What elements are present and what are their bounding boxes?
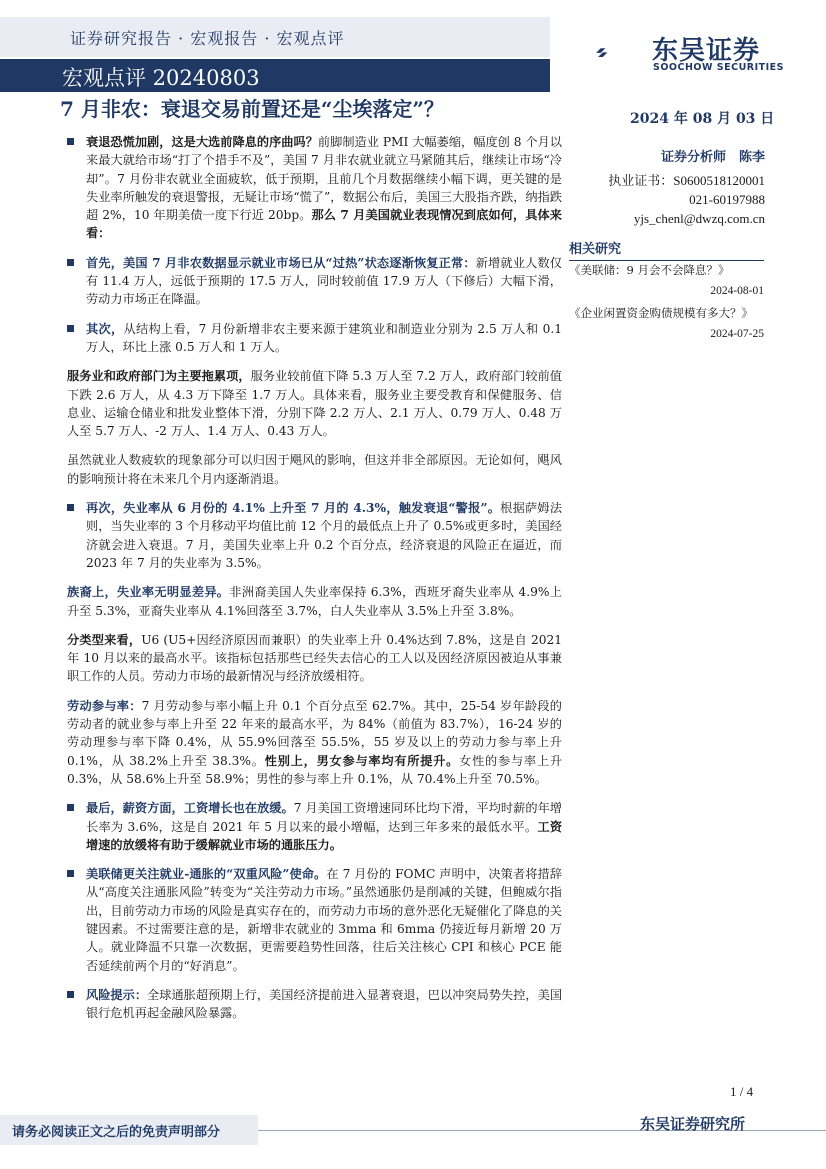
- report-tag: 宏观点评 20240803: [62, 66, 260, 90]
- related-item-title[interactable]: 《美联储：9 月会不会降息？》: [569, 263, 730, 277]
- paragraph-first: [67, 254, 562, 309]
- gender-heading: 性别上，男女参与率均有所提升。: [264, 753, 460, 768]
- first-text: 新增就业人数仅有 11.4 万人，远低于预期的 17.5 万人，同时较前值 17.9 万人（下修后）大幅下滑，劳动力市场正在降温。: [86, 255, 562, 307]
- report-date: 2024 年 08 月 03 日: [630, 111, 775, 127]
- wages-heading: 最后，薪资方面，工资增长也在放缓。: [86, 801, 294, 816]
- paragraph-second: [67, 320, 562, 357]
- bullet-icon: [67, 325, 74, 332]
- institute-name: 东吴证券研究所: [640, 1115, 746, 1133]
- analyst-phone: 021-60197988: [689, 192, 765, 207]
- paragraph-u6: [67, 631, 562, 686]
- u6-heading: 分类型来看，: [67, 632, 142, 647]
- bullet-icon: [67, 991, 74, 998]
- intro-text: 前脚制造业 PMI 大幅萎缩，幅度创 8 个月以来最大就给市场“打了个措手不及”，美国 7 月非农就业就立马紧随其后，继续让市场“冷却”。7 月份非农就业全面疲软，低于预期，且前几个月数据继续小幅下调，更关键的是失业率所触发的衰退警报，无疑让市场“慌了”，数据公布后，美国三大股指齐跌，纳指跌超 2%，10 年期美债一度下行近 20bp。: [86, 135, 562, 223]
- first-heading: 首先，美国 7 月非农数据显示就业市场已从“过热”状态逐渐恢复正常：: [86, 255, 476, 270]
- bullet-icon: [67, 138, 74, 145]
- fed-text: 在 7 月份的 FOMC 声明中，决策者将措辞从“高度关注通胀风险”转变为“关注劳动力市场。”虽然通胀仍是削减的关键，但鲍威尔指出，目前劳动力市场的风险是真实存在的，而劳动力市场的意外恶化无疑催化了降息的关键因素。不过需要注意的是，新增非农就业的 3mma 和 6mma 仍接近每月新增 20 万人。就业降温不只靠一次数据，更需要趋势性回落，往后关注核心 CPI 和核心 PCE 能否延续前两个月的“好消息”。: [86, 867, 562, 973]
- paragraph-services: [67, 367, 562, 440]
- risk-heading: 风险提示：: [86, 987, 148, 1002]
- related-item-date: 2024-07-25: [710, 328, 764, 340]
- page-number: 1 / 4: [730, 1084, 754, 1099]
- soochow-logo-icon: [595, 30, 647, 75]
- disclaimer-text: 请务必阅读正文之后的免责声明部分: [12, 1125, 221, 1140]
- services-text: 服务业较前值下降 5.3 万人至 7.2 万人，政府部门较前值下跌 2.6 万人，从 4.3 万下降至 1.7 万人。具体来看，服务业主要受教育和保健服务、信息业、运输仓储业和批发业整体下滑，分别下降 2.2 万人、2.1 万人、0.79 万人、0.48 万人至 5.7 万人、-2 万人、1.4 万人、0.43 万人。: [67, 369, 562, 439]
- bullet-icon: [67, 504, 74, 511]
- services-heading: 服务业和政府部门为主要拖累项，: [67, 369, 251, 384]
- report-title: 7 月非农：衰退交易前置还是“尘埃落定”？: [60, 97, 444, 121]
- bullet-icon: [67, 804, 74, 811]
- paragraph-ethnicity: [67, 583, 562, 620]
- wages-text: 7 月美国工资增速同环比均下滑，平均时薪的年增长率为 3.6%，这是自 2021 年 5 月以来的最小增幅，达到三年多来的最低水平。: [86, 801, 562, 834]
- paragraph-participation: [67, 697, 562, 788]
- paragraph-hurricane: 虽然就业人数疲软的现象部分可以归因于飓风的影响，但这并非全部原因。无论如何，飓风的影响预计将在未来几个月内逐渐消退。: [67, 453, 562, 486]
- analyst-name: 证券分析师 陈李: [660, 150, 765, 165]
- second-text: 从结构上看，7 月份新增非农主要来源于建筑业和制造业分别为 2.5 万人和 0.1 万人，环比上涨 0.5 万人和 1 万人。: [86, 321, 563, 354]
- paragraph-intro: [67, 133, 562, 243]
- gender-text: 女性的参与率上升 0.3%，从 58.6%上升至 58.9%；男性的参与率上升 0.1%，从 70.4%上升至 70.5%。: [67, 753, 563, 786]
- wages-tail: 工资增速的放缓将有助于缓解就业市场的通胀压力。: [86, 819, 563, 852]
- ethnicity-text: 非洲裔美国人失业率保持 6.3%，西班牙裔失业率从 4.9%上升至 5.3%，亚裔失业率从 4.1%回落至 3.7%，白人失业率从 3.5%上升至 3.8%。: [67, 585, 562, 618]
- fed-heading: 美联储更关注就业-通胀的“双重风险”使命。: [86, 867, 327, 882]
- related-item-date: 2024-08-01: [710, 285, 764, 297]
- ethnicity-heading: 族裔上，失业率无明显差异。: [67, 585, 230, 600]
- unemployment-heading: 再次，失业率从 6 月份的 4.1% 上升至 7 月的 4.3%，触发衰退“警报”。: [86, 501, 501, 516]
- footer-band: [0, 1115, 258, 1145]
- participation-text: 7 月劳动参与率小幅上升 0.1 个百分点至 62.7%。其中，25-54 岁年龄段的劳动者的就业参与率上升至 22 年来的最高水平，为 84%（前值为 83.7%），16-24 岁的劳动理参与率下降 0.4%，从 55.9%回落至 55.5%，55 岁及以上的劳动力参与率上升 0.1%，从 38.2%上升至 38.3%。: [67, 698, 562, 768]
- unemployment-text: 根据萨姆法则，当失业率的 3 个月移动平均值比前 12 个月的最低点上升了 0.5%或更多时，美国经济就会进入衰退。7 月，美国失业率上升 0.2 个百分点，经济衰退的风险正在逼近，而 2023 年 7 月的失业率为 3.5%。: [86, 501, 563, 570]
- paragraph-fed: [67, 865, 562, 975]
- participation-heading: 劳动参与率：: [67, 698, 142, 713]
- paragraph-unemployment: [67, 499, 562, 572]
- u6-text: U6 (U5+因经济原因而兼职）的失业率上升 0.4%达到 7.8%，这是自 2021 年 10 月以来的最高水平。该指标包括那些已经失去信心的工人以及因经济原因被迫从事兼职工作的人员。劳动力市场的最新情况与经济放缓相符。: [67, 632, 563, 684]
- related-item[interactable]: [569, 262, 764, 300]
- bullet-icon: [67, 259, 74, 266]
- paragraph-wages: [67, 799, 562, 854]
- analyst-block: [585, 148, 765, 228]
- related-item-title[interactable]: 《企业闲置资金购债规模有多大？》: [569, 306, 753, 320]
- related-research-title: 相关研究: [569, 238, 764, 261]
- bullet-icon: [67, 870, 74, 877]
- analyst-email[interactable]: yjs_chenl@dwzq.com.cn: [633, 211, 765, 226]
- paragraph-risk: [67, 986, 562, 1023]
- intro-tail: 那么 7 月美国就业表现情况到底如何，具体来看：: [86, 208, 562, 241]
- report-tag-band: [0, 59, 550, 92]
- main-body: [67, 133, 562, 1033]
- logo-text-cn: 东吴证券: [652, 36, 761, 66]
- report-category: 证券研究报告 · 宏观报告 · 宏观点评: [70, 29, 345, 48]
- second-heading: 其次，: [86, 321, 124, 336]
- related-item[interactable]: [569, 305, 764, 343]
- intro-heading: 衰退恐慌加剧，这是大选前降息的序曲吗？: [86, 135, 318, 149]
- logo-text-en: SOOCHOW SECURITIES: [653, 62, 784, 73]
- risk-text: 全球通胀超预期上行，美国经济提前进入显著衰退，巴以冲突局势失控，美国银行危机再起金融风险暴露。: [86, 987, 563, 1021]
- analyst-cert: 执业证书：S0600518120001: [608, 173, 765, 188]
